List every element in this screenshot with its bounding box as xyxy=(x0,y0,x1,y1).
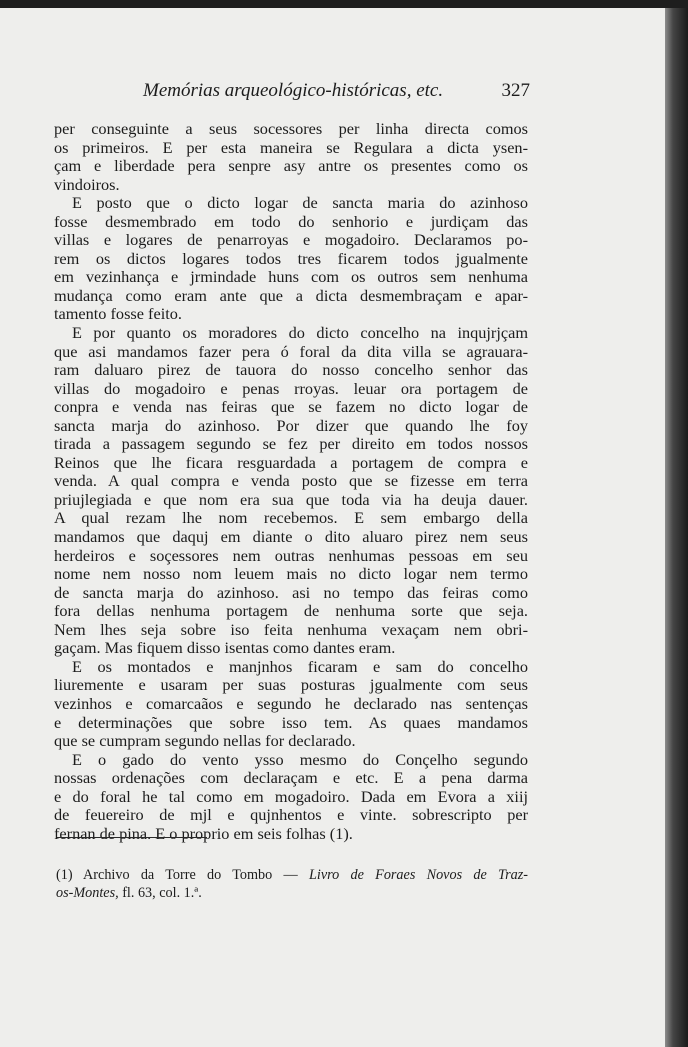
text-line: çam e liberdade pera senpre asy antre os presentes como os xyxy=(54,157,528,176)
paragraph xyxy=(54,658,528,751)
body-text xyxy=(54,120,528,843)
text-line: mudança como eram ante que a dicta desmembraçam e apar- xyxy=(54,286,528,305)
text-line: nossas ordenações com declaraçam e etc. E a pena darma xyxy=(54,769,528,788)
text-line: fora dellas nenhuma portagem de nenhuma sorte que seja. xyxy=(54,602,528,621)
running-title: Memórias arqueológico-históricas, etc. xyxy=(143,80,444,101)
text-line: venda. A qual compra e venda posto que se fizesse em terra xyxy=(54,472,528,491)
text-line: que asi mandamos fazer pera ó foral da dita villa se agrauara- xyxy=(54,342,528,361)
text-line: tirada a passagem segundo se fez per direito em todos nossos xyxy=(54,435,528,454)
text-line: per conseguinte a seus socessores per linha directa comos xyxy=(54,120,528,138)
paragraph xyxy=(54,120,528,194)
text-line: A qual rezam lhe nom recebemos. E sem embargo della xyxy=(54,509,528,528)
text-line: villas do mogadoiro e penas rroyas. leuar ora portagem de xyxy=(54,379,528,398)
text-line: gaçam. Mas fiquem disso isentas como dantes eram. xyxy=(54,639,396,658)
text-line: Reinos que lhe ficara resguardada a portagem de compra e xyxy=(54,453,528,472)
text-line: rem os dictos logares todos tres ficarem todos jgualmente xyxy=(54,249,528,268)
footnote-line xyxy=(56,884,528,902)
paragraph xyxy=(54,194,528,324)
text-line: tamento fosse feito. xyxy=(54,305,182,324)
text-line: mandamos que daquj em diante o dito aluaro pirez nem seus xyxy=(54,528,528,547)
footnote-source: Archivo da Torre do Tombo — xyxy=(83,867,298,883)
text-line: vezinhos e comarcaãos e segundo he declarado nas sentenças xyxy=(54,694,528,713)
footnote-line xyxy=(56,866,528,884)
paragraph xyxy=(54,751,528,844)
text-line: e determinações que sobre isso tem. As quaes mandamos xyxy=(54,713,528,732)
text-line: herdeiros e soçessores nem outras nenhumas pessoas em seu xyxy=(54,546,528,565)
book-edge xyxy=(665,8,688,1047)
paragraph xyxy=(54,324,528,658)
text-line: Nem lhes seja sobre iso feita nenhuma vexaçam nem obri- xyxy=(54,620,528,639)
text-line: os primeiros. E per esta maneira se Regulara a dicta ysen- xyxy=(54,138,528,157)
text-line: de feuereiro de mjl e qujnhentos e vinte. sobrescripto per xyxy=(54,806,528,825)
footnote xyxy=(56,866,528,902)
text-line: villas e logares de penarroyas e mogadoiro. Declaramos po- xyxy=(54,231,528,250)
footnote-book-title: Livro de Foraes Novos de Traz- xyxy=(308,867,528,883)
running-header xyxy=(143,78,530,104)
text-line: E por quanto os moradores do dicto concelho na inqujrjçam xyxy=(72,324,528,343)
text-line: E o gado do vento ysso mesmo do Conçelho segundo xyxy=(72,750,528,769)
text-line: vindoiros. xyxy=(54,175,120,194)
text-line: conpra e venda nas feiras que se fazem no dicto logar de xyxy=(54,398,528,417)
text-line: sancta marja do azinhoso. Por dizer que quando lhe foy xyxy=(54,416,528,435)
text-line: ram daluaro pirez de tauora do nosso concelho senhor das xyxy=(54,361,528,380)
text-line: priujlegiada e que nom era sua que toda via ha deuja dauer. xyxy=(54,490,528,509)
text-line: nome nem nosso nom leuem mais no dicto logar nem termo xyxy=(54,565,528,584)
footnote-reference: fl. 63, col. 1.ª. xyxy=(122,885,202,901)
text-line: E posto que o dicto logar de sancta maria do azinhoso xyxy=(72,194,528,213)
footnote-marker: (1) xyxy=(56,867,73,883)
text-line: e do foral he tal como em mogadoiro. Dada em Evora a xiij xyxy=(54,787,528,806)
text-line: em vezinhança e jrmindade huns com os outros sem nenhuma xyxy=(54,268,528,287)
text-line: fosse desmembrado em todo do senhorio e jurdiçam das xyxy=(54,212,528,231)
text-line: fernan de pina. E o proprio em seis folhas (1). xyxy=(54,824,353,843)
page-number: 327 xyxy=(501,80,530,101)
footnote-book-title-cont: os-Montes, xyxy=(56,885,119,901)
text-line: que se cumpram segundo nellas for declarado. xyxy=(54,732,356,751)
footnote-rule xyxy=(57,837,207,838)
text-line: de sancta marja do azinhoso. asi no tempo das feiras como xyxy=(54,583,528,602)
text-line: liuremente e usaram per suas posturas jgualmente com seus xyxy=(54,676,528,695)
text-line: E os montados e manjnhos ficaram e sam do concelho xyxy=(72,657,528,676)
